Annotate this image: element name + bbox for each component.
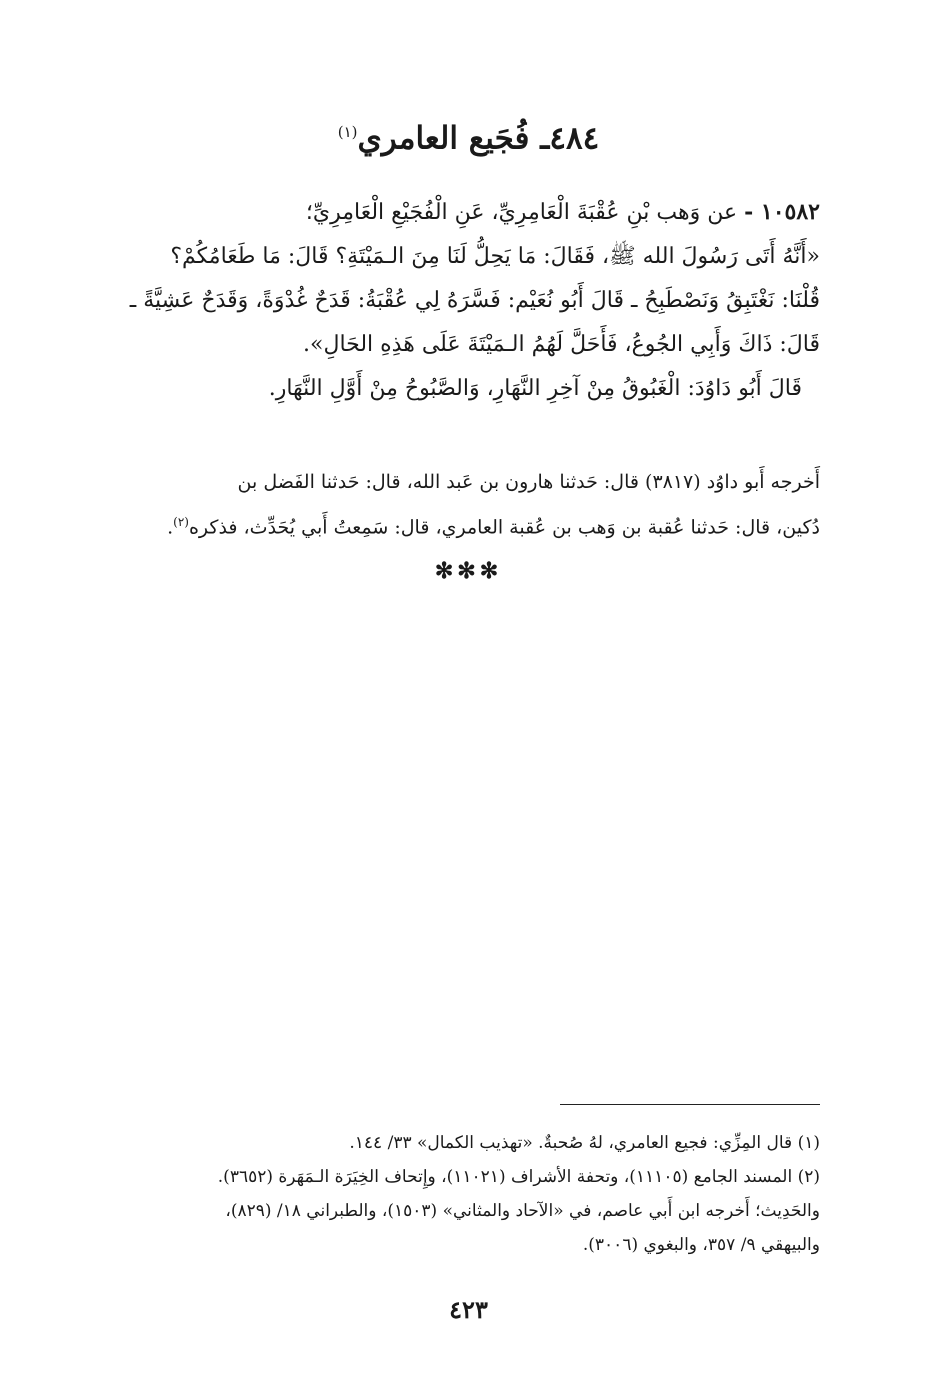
chapter-heading	[0, 112, 937, 158]
footnote-2-line-2: والحَدِيث؛ أَخرجه ابن أَبي عاصم، في «الآحاد والمثاني» (١٥٠٣)، والطبراني ١٨/ (٨٢٩)،	[225, 1201, 820, 1221]
hadith-number: ١٠٥٨٢ -	[744, 199, 820, 225]
footnote-ref-2: (٢)	[173, 515, 189, 529]
footnotes	[114, 1126, 820, 1262]
footnote-rule	[560, 1104, 820, 1105]
footnote-2-line-1: (٢) المسند الجامع (١١١٠٥)، وتحفة الأشراف (١١٠٢١)، وإِتحاف الخِيَرَة الـمَهَرة (٣٦٥٢).	[217, 1167, 820, 1187]
hadith-matn-line-1: «أَنَّهُ أَتَى رَسُولَ الله ﷺ، فَقَالَ: مَا يَحِلُّ لَنَا مِنَ الـمَيْتَةِ؟ قَالَ: مَا طَعَامُكُمْ؟	[170, 244, 820, 269]
section-separator: ✻✻✻	[434, 558, 503, 584]
takhrij-line-1: أَخرجه أَبو داوُد (٣٨١٧) قال: حَدثنا هارون بن عَبد الله، قال: حَدثنا الفَضل بن	[237, 471, 820, 493]
abu-dawud-comment: قَالَ أَبُو دَاوُدَ: الْغَبُوقُ مِنْ آخِرِ النَّهَارِ، وَالصَّبُوحُ مِنْ أَوَّلِ النَّهَارِ.	[268, 376, 802, 401]
page-number: ٤٢٣	[449, 1295, 488, 1324]
footnote-ref-1: (١)	[337, 123, 358, 141]
chapter-title: ٤٨٤ـ فُجَيع العامري	[357, 120, 600, 157]
takhrij-block	[114, 462, 820, 547]
hadith-isnad: عن وَهب بْنِ عُقْبَةَ الْعَامِرِيِّ، عَنِ الْفُجَيْعِ الْعَامِرِيِّ؛	[305, 200, 738, 225]
takhrij-line-2-text: دُكين، قال: حَدثنا عُقبة بن وَهب بن عُقبة العامري، قال: سَمِعتُ أَبي يُحَدِّث، فذكره	[188, 516, 820, 539]
hadith-matn-line-2: قُلْنَا: نَغْتَبِقُ وَنَصْطَبِحُ ـ قَالَ أَبُو نُعَيْم: فَسَّرَهُ لِي عُقْبَةُ: قَدَحٌ غُدْوَةً، وَقَدَحٌ عَشِيَّةً ـ	[129, 288, 820, 313]
takhrij-line-2: دُكين، قال: حَدثنا عُقبة بن وَهب بن عُقبة العامري، قال: سَمِعتُ أَبي يُحَدِّث، فذكره$^{(٢)}$.	[167, 515, 820, 539]
hadith-matn-line-3: قَالَ: ذَاكَ وَأَبِي الجُوعُ، فَأَحَلَّ لَهُمُ الـمَيْتَةَ عَلَى هَذِهِ الحَالِ».	[303, 332, 820, 357]
hadith-text	[114, 190, 820, 411]
footnote-2-line-3: والبيهقي ٩/ ٣٥٧، والبغوي (٣٠٠٦).	[582, 1235, 820, 1255]
hadith-isnad-line	[114, 190, 820, 235]
footnote-1: (١) قال المِزِّي: فجيع العامري، لهُ صُحبةٌ. «تهذيب الكمال» ٣٣/ ١٤٤.	[349, 1133, 820, 1153]
